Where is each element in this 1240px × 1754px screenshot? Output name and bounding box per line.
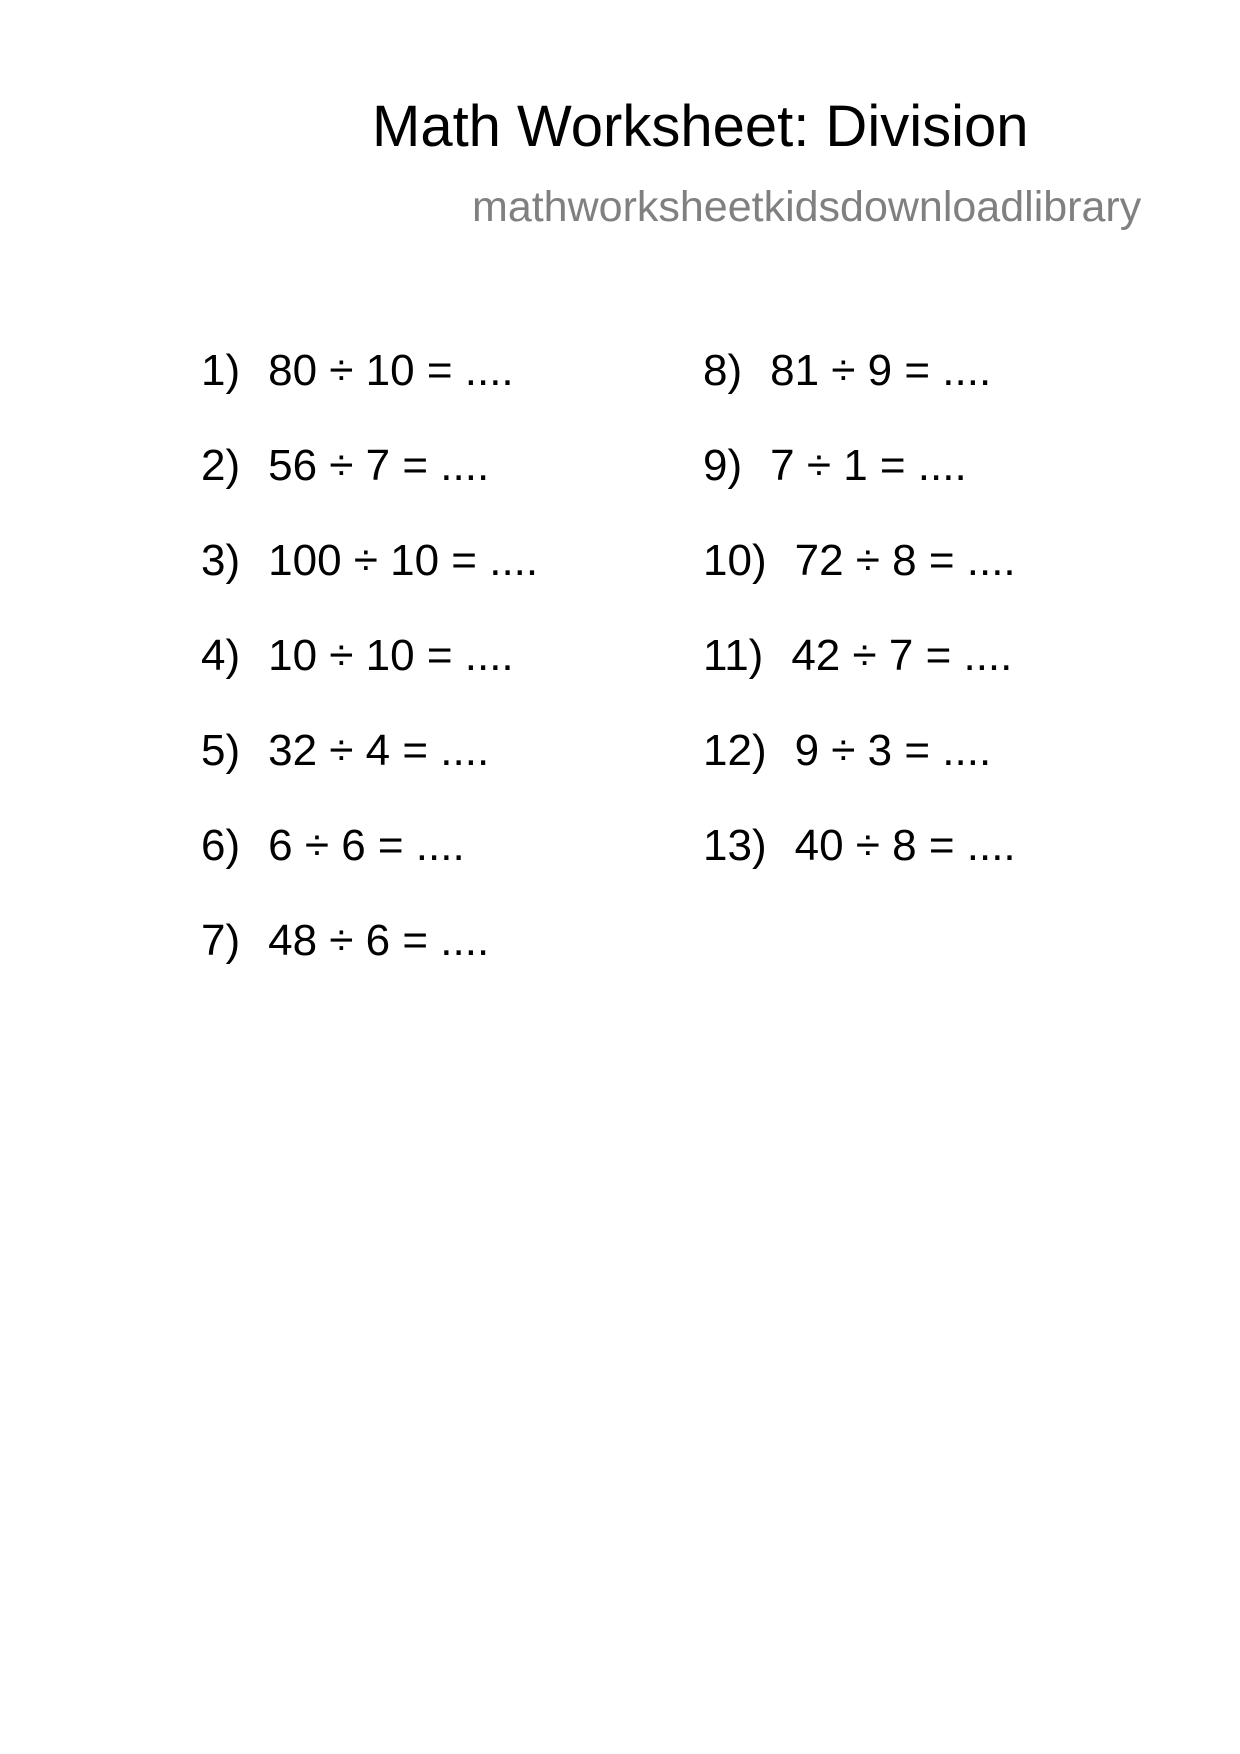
- problem-7: [201, 916, 538, 1014]
- problem-9: [703, 441, 1016, 539]
- problem-expression: 10 ÷ 10 = ....: [268, 631, 514, 680]
- problem-expression: 48 ÷ 6 = ....: [268, 916, 490, 965]
- problem-number: 2): [201, 441, 241, 490]
- problem-12: [703, 726, 1016, 824]
- problem-8: [703, 346, 1016, 444]
- problem-11: [703, 631, 1016, 729]
- problem-13: [703, 821, 1016, 919]
- problem-number: 1): [201, 346, 241, 395]
- problem-number: 5): [201, 726, 241, 775]
- problem-number: 4): [201, 631, 241, 680]
- problem-expression: 40 ÷ 8 = ....: [794, 821, 1016, 870]
- problem-number: 12): [703, 726, 767, 775]
- problem-number: 13): [703, 821, 767, 870]
- problem-number: 11): [703, 631, 764, 680]
- problem-10: [703, 536, 1016, 634]
- problem-expression: 6 ÷ 6 = ....: [268, 821, 465, 870]
- worksheet-subtitle: mathworksheetkidsdownloadlibrary: [472, 183, 1142, 231]
- problem-number: 8): [703, 346, 743, 395]
- problem-4: [201, 631, 538, 729]
- problem-1: [201, 346, 538, 444]
- problem-expression: 81 ÷ 9 = ....: [770, 346, 992, 395]
- problem-expression: 32 ÷ 4 = ....: [268, 726, 490, 775]
- problem-expression: 9 ÷ 3 = ....: [794, 726, 992, 775]
- problem-number: 3): [201, 536, 241, 585]
- problem-number: 9): [703, 441, 743, 490]
- problem-expression: 42 ÷ 7 = ....: [791, 631, 1013, 680]
- problem-expression: 7 ÷ 1 = ....: [770, 441, 967, 490]
- problems-left-column: [201, 346, 539, 1014]
- problem-number: 7): [201, 916, 241, 965]
- problem-number: 10): [703, 536, 767, 585]
- problem-expression: 100 ÷ 10 = ....: [268, 536, 539, 585]
- problem-number: 6): [201, 821, 241, 870]
- problem-2: [201, 441, 538, 539]
- problem-3: [201, 536, 539, 634]
- problem-5: [201, 726, 538, 824]
- problem-expression: 80 ÷ 10 = ....: [268, 346, 514, 395]
- problems-right-column: [703, 346, 1016, 919]
- problem-6: [201, 821, 538, 919]
- problem-expression: 72 ÷ 8 = ....: [794, 536, 1016, 585]
- problem-expression: 56 ÷ 7 = ....: [268, 441, 490, 490]
- worksheet-title: Math Worksheet: Division: [372, 94, 1029, 159]
